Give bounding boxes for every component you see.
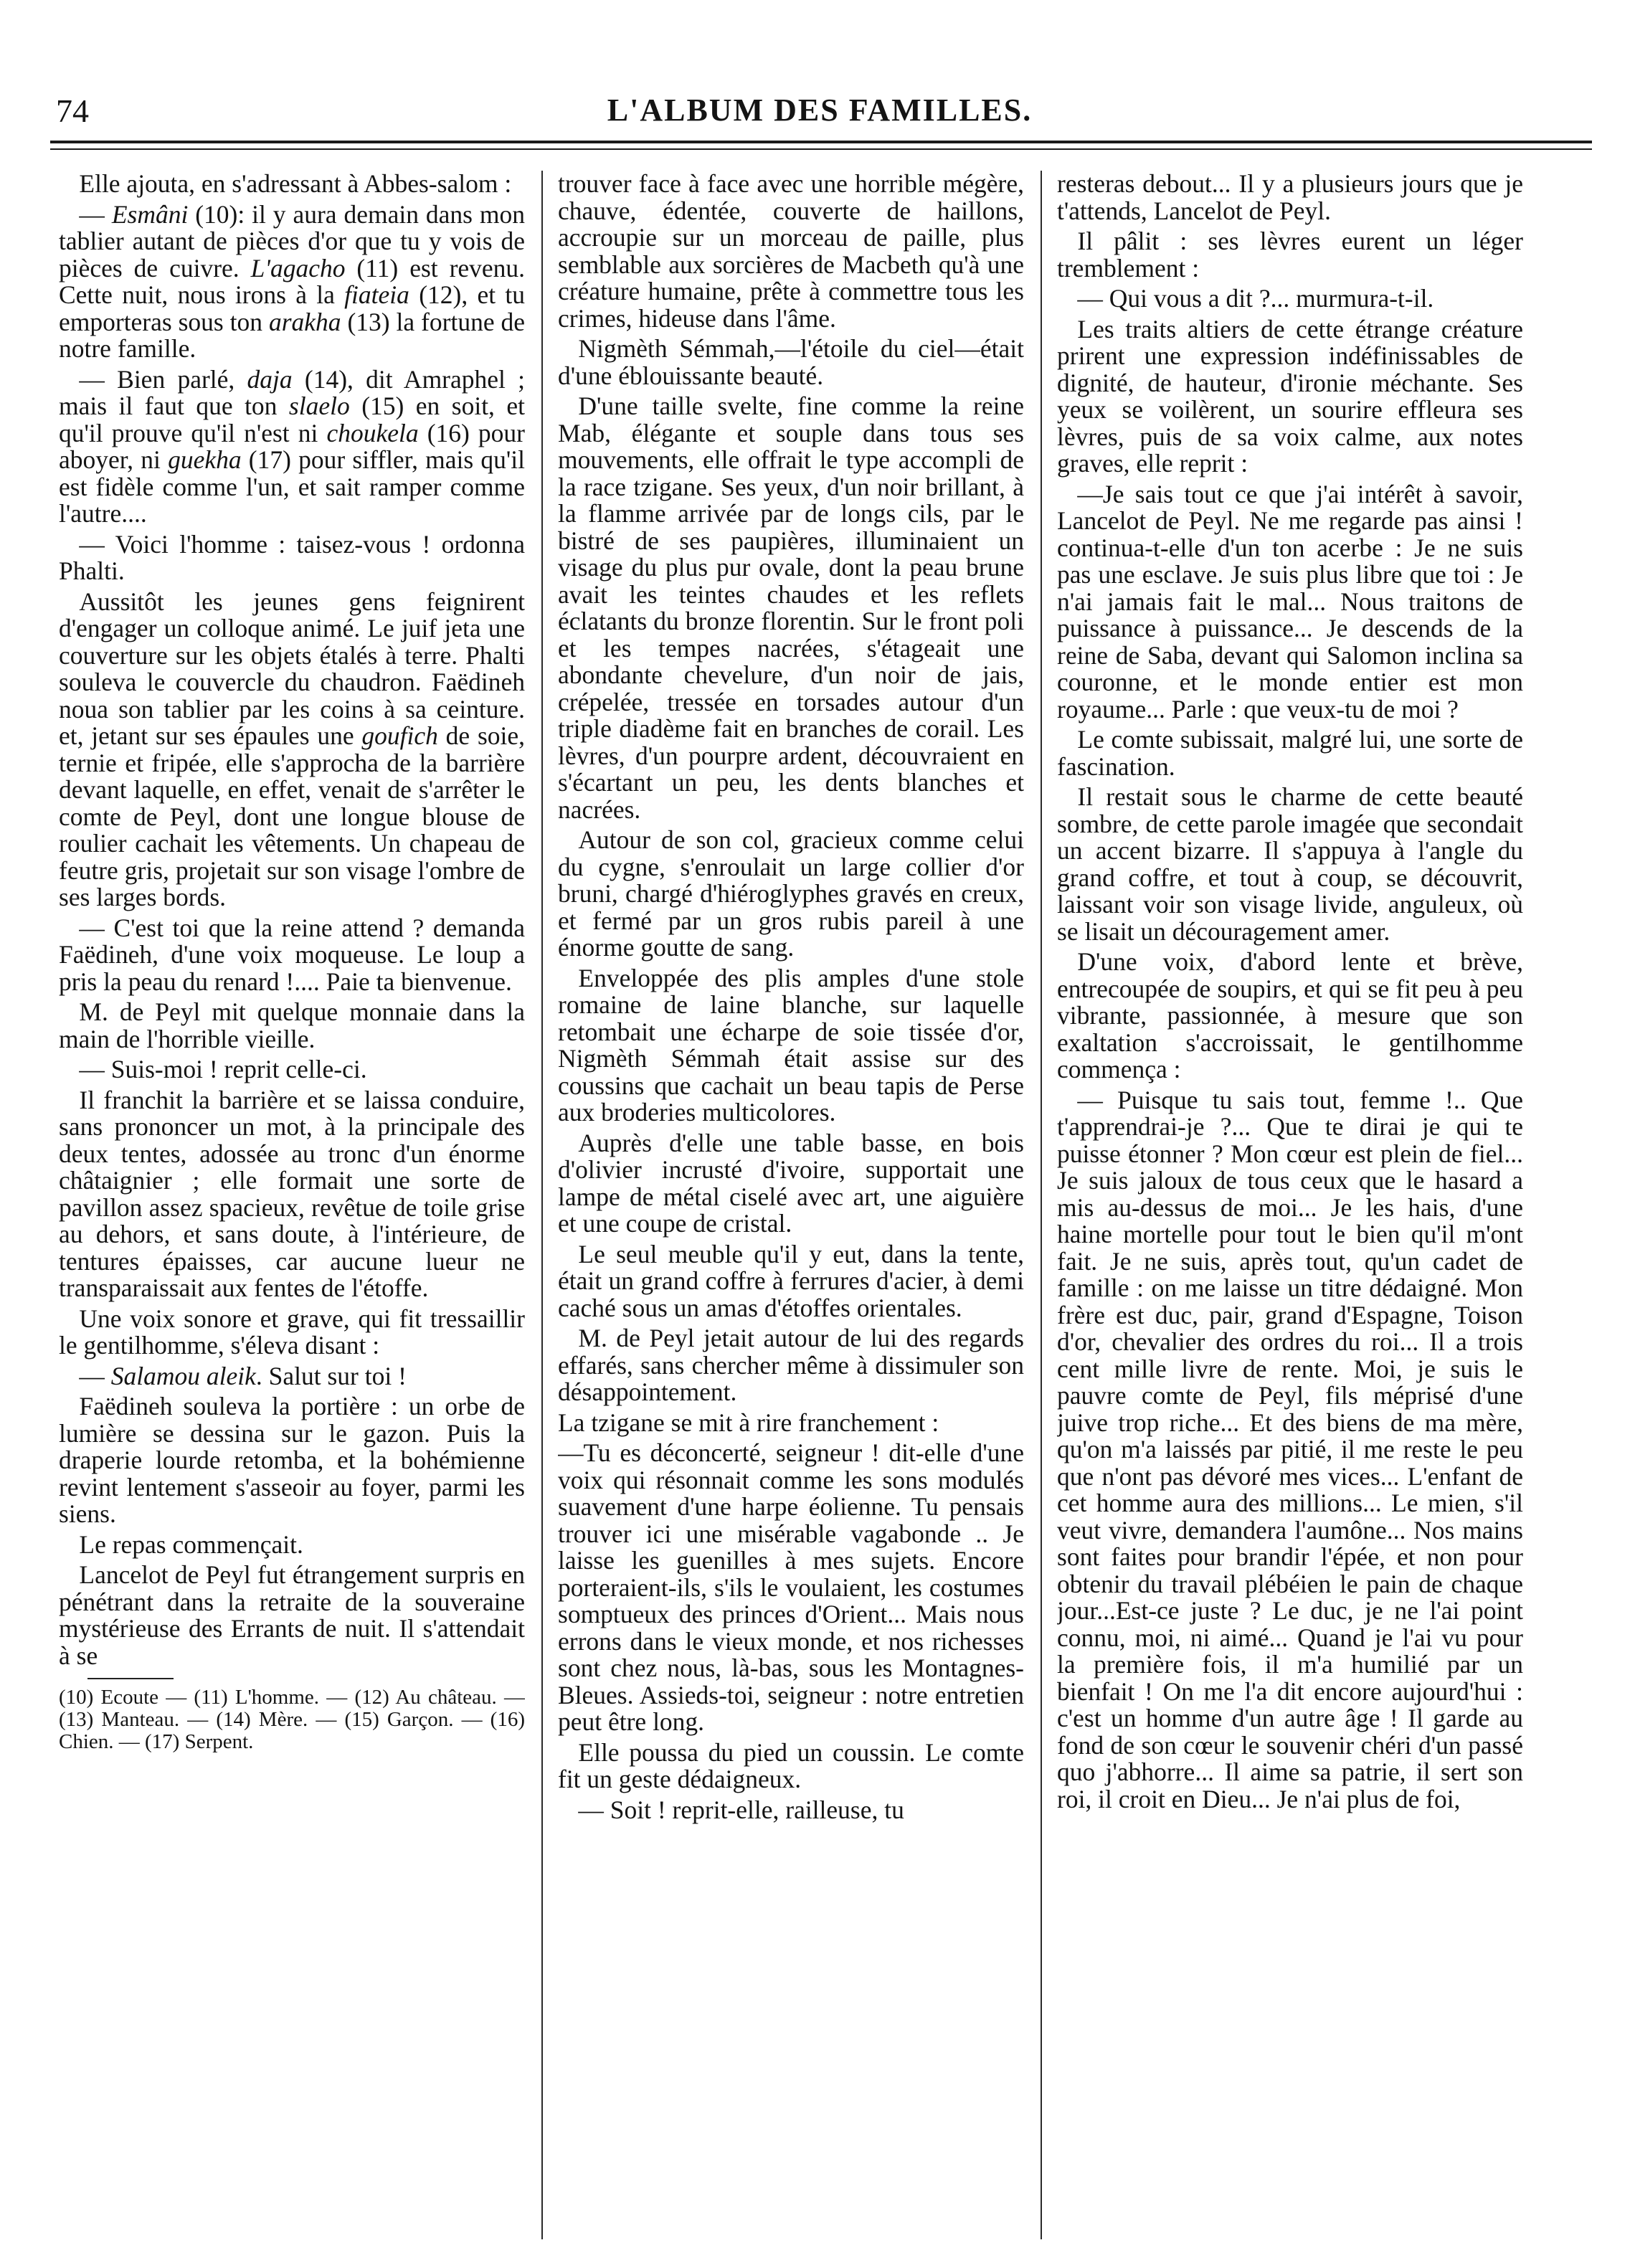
paragraph: M. de Peyl jetait autour de lui des regards effarés, sans chercher même à dissimuler son désappointement. (558, 1324, 1024, 1406)
paragraph: Enveloppée des plis amples d'une stole romaine de laine blanche, sur laquelle retombait une écharpe de soie tissée d'or, Nigmèth Sémmah était assise sur des coussins que cachait un beau tapis de Perse aux broderies multicolores. (558, 963, 1024, 1126)
paragraph: La tzigane se mit à rire franchement : (558, 1408, 939, 1437)
paragraph: Auprès d'elle une table basse, en bois d'olivier incrusté d'ivoire, supportait une lampe de métal ciselé avec art, une aiguière et une coupe de cristal. (558, 1128, 1024, 1238)
paragraph: Une voix sonore et grave, qui fit tressaillir le gentilhomme, s'éleva disant : (59, 1304, 525, 1360)
paragraph: Lancelot de Peyl fut étrangement surpris en pénétrant dans la retraite de la souveraine mystérieuse des Errants de nuit. Il s'attendait à se (59, 1560, 525, 1670)
paragraph: Les traits altiers de cette étrange créature prirent une expression indéfinissables de dignité, de hauteur, d'ironie méchante. Ses yeux se voilèrent, un sourire effleura ses lèvres, puis de sa voix calme, aux notes graves, elle reprit : (1057, 314, 1523, 478)
paragraph: —Je sais tout ce que j'ai intérêt à savoir, Lancelot de Peyl. Ne me regarde pas ainsi ! continua-t-elle d'un ton acerbe : Je ne suis pas une esclave. Je suis plus libre que toi : Je n'ai jamais fait le mal... Nous traitons de puissance à puissance... Je descends de la reine de Saba, devant qui Salomon inclina sa couronne, et le monde entier est mon royaume... Parle : que veux-tu de moi ? (1057, 479, 1523, 723)
paragraph: trouver face à face avec une horrible mégère, chauve, édentée, couverte de haillons, accroupie sur un morceau de paille, plus semblable aux sorcières de Macbeth qu'à une créature humaine, prête à commettre tous les crimes, hideuse dans l'âme. (558, 171, 1024, 333)
text-column-1 (59, 171, 525, 2250)
header-rule-thin (50, 148, 1592, 150)
paragraph: resteras debout... Il y a plusieurs jours que je t'attends, Lancelot de Peyl. (1057, 171, 1523, 225)
header-rule-thick (50, 141, 1592, 143)
running-title: L'ALBUM DES FAMILLES. (607, 92, 1033, 128)
paragraph: Le repas commençait. (79, 1529, 303, 1559)
page-number: 74 (56, 92, 89, 129)
paragraph: Nigmèth Sémmah,—l'étoile du ciel—était d'une éblouissante beauté. (558, 334, 1024, 390)
text-column-3 (1057, 171, 1523, 2250)
paragraph: Elle ajouta, en s'adressant à Abbes-salom : (79, 171, 512, 198)
footnotes: (10) Ecoute — (11) L'homme. — (12) Au château. — (13) Manteau. — (14) Mère. — (15) Garçon. — (16) Chien. — (17) Serpent. (59, 1686, 525, 1753)
column-divider (541, 171, 543, 2239)
paragraph: — Bien parlé, daja (14), dit Amraphel ; mais il faut que ton slaelo (15) en soit, et qu'il prouve qu'il n'est ni choukela (16) pour aboyer, ni guekha (17) pour siffler, mais qu'il est fidèle comme l'un, et sait ramper comme l'autre.... (59, 364, 525, 528)
paragraph: Le seul meuble qu'il y eut, dans la tente, était un grand coffre à ferrures d'acier, à demi caché sous un amas d'étoffes orientales. (558, 1239, 1024, 1322)
footnote-rule (87, 1678, 174, 1679)
paragraph: — Puisque tu sais tout, femme !.. Que t'apprendrai-je ?... Que te dirai je qui te puisse étonner ? Mon cœur est plein de fiel... Je suis jaloux de tous ceux que le hasard a mis au-dessus de moi... Je les hais, d'une haine mortelle pour tout le bien qu'il m'ont fait. Je ne suis, après tout, qu'un cadet de famille : on me laisse un titre dédaigné. Mon frère est duc, pair, grand d'Espagne, Toison d'or, chevalier des ordres du roi... Il a trois cent mille livre de rente. Moi, je suis le pauvre comte de Peyl, fils méprisé d'une juive trop riche... Et des biens de ma mère, qu'on m'a laissés par pitié, il me reste le peu que n'ont pas dévoré mes vices... L'enfant de cet homme aura des millions... Le mien, s'il veut vivre, demandera l'aumône... Nos mains sont faites pour brandir l'épée, et non pour obtenir du travail plébéien le pain de chaque jour...Est-ce juste ? Le duc, je ne l'ai point connu, moi, ni aimé... Quand je l'ai vu pour la première fois, il m'a humilié par un bienfait ! On me l'a dit encore aujourd'hui : c'est un homme d'un autre âge ! Il garde au fond de son cœur le souvenir chéri d'un passé quo j'abhorre... Il aime sa patrie, il sert son roi, il croit en Dieu... Je n'ai plus de foi, (1057, 1085, 1523, 1813)
paragraph: D'une taille svelte, fine comme la reine Mab, élégante et souple dans tous ses mouvements, elle offrait le type accompli de la race tzigane. Ses yeux, d'un noir brillant, à la flamme arrivée par de longs cils, par le bistré de ses paupières, illuminaient un visage du plus pur ovale, dont la peau brune avait les teintes chaudes et les reflets éclatants du bronze florentin. Sur le front poli et les tempes nacrées, s'étageait une abondante chevelure, d'un noir de jais, crépelée, tressée en torsades autour d'un triple diadème fait en branches de corail. Les lèvres, d'un pourpre ardent, découvraient en s'écartant un peu, les dents blanches et nacrées. (558, 392, 1024, 824)
paragraph: — Suis-moi ! reprit celle-ci. (79, 1055, 367, 1083)
paragraph: D'une voix, d'abord lente et brève, entrecoupée de soupirs, et qui se fit peu à peu vibrante, passionnée, à mesure que son exaltation s'accroissait, le gentilhomme commença : (1057, 947, 1523, 1083)
text-column-2 (558, 171, 1024, 2250)
paragraph: Il pâlit : ses lèvres eurent un léger tremblement : (1057, 227, 1523, 283)
paragraph: M. de Peyl mit quelque monnaie dans la main de l'horrible vieille. (59, 997, 525, 1053)
paragraph: — Qui vous a dit ?... murmura-t-il. (1077, 284, 1434, 313)
paragraph: — Voici l'homme : taisez-vous ! ordonna Phalti. (59, 529, 525, 585)
paragraph: — Salamou aleik. Salut sur toi ! (79, 1361, 407, 1390)
paragraph: — Esmâni (10): il y aura demain dans mon tablier autant de pièces d'or que tu y vois de pièces de cuivre. L'agacho (11) est revenu. Cette nuit, nous irons à la fiateia (12), et tu emporteras sous ton arakha (13) la fortune de notre famille. (59, 199, 525, 363)
page-header (56, 80, 1583, 131)
paragraph: —Tu es déconcerté, seigneur ! dit-elle d'une voix qui résonnait comme les sons modulés suavement d'une harpe éolienne. Tu pensais trouver ici une misérable vagabonde .. Je laisse les guenilles à mes sujets. Encore porteraient-ils, s'ils le voulaient, les costumes somptueux des princes d'Orient... Mais nous errons dans le vieux monde, et nos richesses sont chez nous, là-bas, sous les Montagnes-Bleues. Assieds-toi, seigneur : notre entretien peut être long. (558, 1438, 1024, 1736)
paragraph: Aussitôt les jeunes gens feignirent d'engager un colloque animé. Le juif jeta une couverture sur les objets étalés à terre. Phalti souleva le couvercle du chaudron. Faëdineh noua son tablier par les coins à sa ceinture. et, jetant sur ses épaules une goufich de soie, ternie et fripée, elle s'approcha de la barrière devant laquelle, en effet, venait de s'arrêter le comte de Peyl, dont une longue blouse de roulier cachait les vêtements. Un chapeau de feutre gris, projetait sur son visage l'ombre de ses larges bords. (59, 587, 525, 911)
paragraph: Faëdineh souleva la portière : un orbe de lumière se dessina sur le gazon. Puis la draperie lourde retomba, et la bohémienne revint lentement s'asseoir au foyer, parmi les siens. (59, 1392, 525, 1528)
column-divider (1041, 171, 1042, 2239)
paragraph: Il restait sous le charme de cette beauté sombre, de cette parole imagée que secondait un accent bizarre. Il s'appuya à l'angle du grand coffre, et tout à coup, se découvrit, laissant voir son visage livide, anguleux, où se lisait un découragement amer. (1057, 782, 1523, 946)
paragraph: — Soit ! reprit-elle, railleuse, tu (578, 1795, 904, 1824)
paragraph: Autour de son col, gracieux comme celui du cygne, s'enroulait un large collier d'or bruni, chargé d'hiéroglyphes gravés en creux, et fermé par un gros rubis pareil à une énorme goutte de sang. (558, 825, 1024, 962)
paragraph: Le comte subissait, malgré lui, une sorte de fascination. (1057, 725, 1523, 781)
paragraph: Elle poussa du pied un coussin. Le comte fit un geste dédaigneux. (558, 1737, 1024, 1793)
paragraph: Il franchit la barrière et se laissa conduire, sans prononcer un mot, à la principale des deux tentes, adossée au tronc d'un énorme châtaignier ; elle formait une sorte de pavillon assez spacieux, revêtue de toile grise au dehors, et sans doute, à l'intérieure, de tentures épaisses, car aucune lueur ne transparaissait aux fentes de l'étoffe. (59, 1085, 525, 1302)
paragraph: — C'est toi que la reine attend ? demanda Faëdineh, d'une voix moqueuse. Le loup a pris la peau du renard !.... Paie ta bienvenue. (59, 913, 525, 996)
